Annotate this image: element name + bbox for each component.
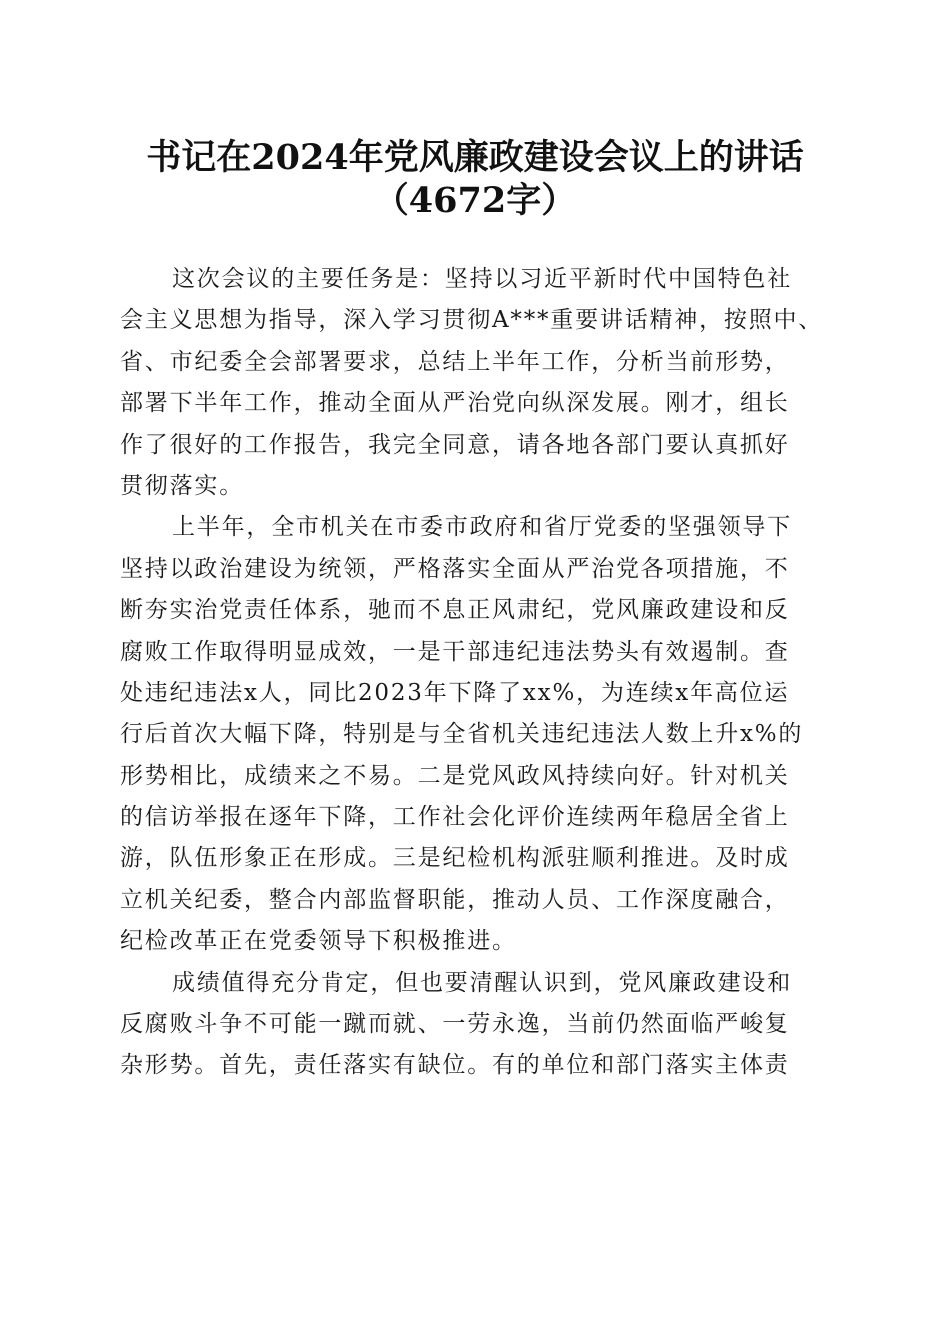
paragraph-2-line: 断夯实治党责任体系，驰而不息正风肃纪，党风廉政建设和反 bbox=[120, 597, 790, 624]
paragraph-2-line: 腐败工作取得明显成效，一是干部违纪违法势头有效遏制。查 bbox=[120, 638, 790, 665]
paragraph-1-line: 省、市纪委全会部署要求，总结上半年工作，分析当前形势， bbox=[120, 348, 790, 375]
paragraph-3-line: 成绩值得充分肯定，但也要清醒认识到，党风廉政建设和 bbox=[172, 969, 792, 996]
document-subtitle-word-count: （4672字） bbox=[373, 180, 577, 221]
paragraph-1-line: 会主义思想为指导，深入学习贯彻A***重要讲话精神，按照中、 bbox=[120, 307, 824, 334]
paragraph-1-line: 作了很好的工作报告，我完全同意，请各地各部门要认真抓好 bbox=[120, 431, 790, 458]
paragraph-2-line: 上半年，全市机关在市委市政府和省厅党委的坚强领导下 bbox=[172, 514, 792, 541]
paragraph-2-line: 游，队伍形象正在形成。三是纪检机构派驻顺利推进。及时成 bbox=[120, 845, 790, 872]
document-body bbox=[120, 259, 832, 1087]
paragraph-2-line: 的信访举报在逐年下降，工作社会化评价连续两年稳居全省上 bbox=[120, 804, 790, 831]
paragraph-2-line: 纪检改革正在党委领导下积极推进。 bbox=[120, 928, 517, 955]
paragraph-1-line: 部署下半年工作，推动全面从严治党向纵深发展。刚才，组长 bbox=[120, 390, 790, 417]
paragraph-2-line: 坚持以政治建设为统领，严格落实全面从严治党各项措施，不 bbox=[120, 555, 790, 582]
paragraph-1-line: 这次会议的主要任务是：坚持以习近平新时代中国特色社 bbox=[172, 266, 792, 292]
paragraph-3-line: 反腐败斗争不可能一蹴而就、一劳永逸，当前仍然面临严峻复 bbox=[120, 1011, 790, 1038]
paragraph-2-line: 处违纪违法x人，同比2023年下降了xx%，为连续x年高位运 bbox=[120, 679, 790, 706]
paragraph-1-line: 贯彻落实。 bbox=[120, 472, 244, 499]
paragraph-2-line: 形势相比，成绩来之不易。二是党风政风持续向好。针对机关 bbox=[120, 762, 790, 789]
paragraph-2-line: 立机关纪委，整合内部监督职能，推动人员、工作深度融合， bbox=[120, 886, 790, 913]
paragraph-3-line: 杂形势。首先，责任落实有缺位。有的单位和部门落实主体责 bbox=[120, 1052, 790, 1079]
document-title: 书记在2024年党风廉政建设会议上的讲话 bbox=[146, 137, 804, 178]
paragraph-2-line: 行后首次大幅下降，特别是与全省机关违纪违法人数上升x%的 bbox=[120, 721, 804, 748]
